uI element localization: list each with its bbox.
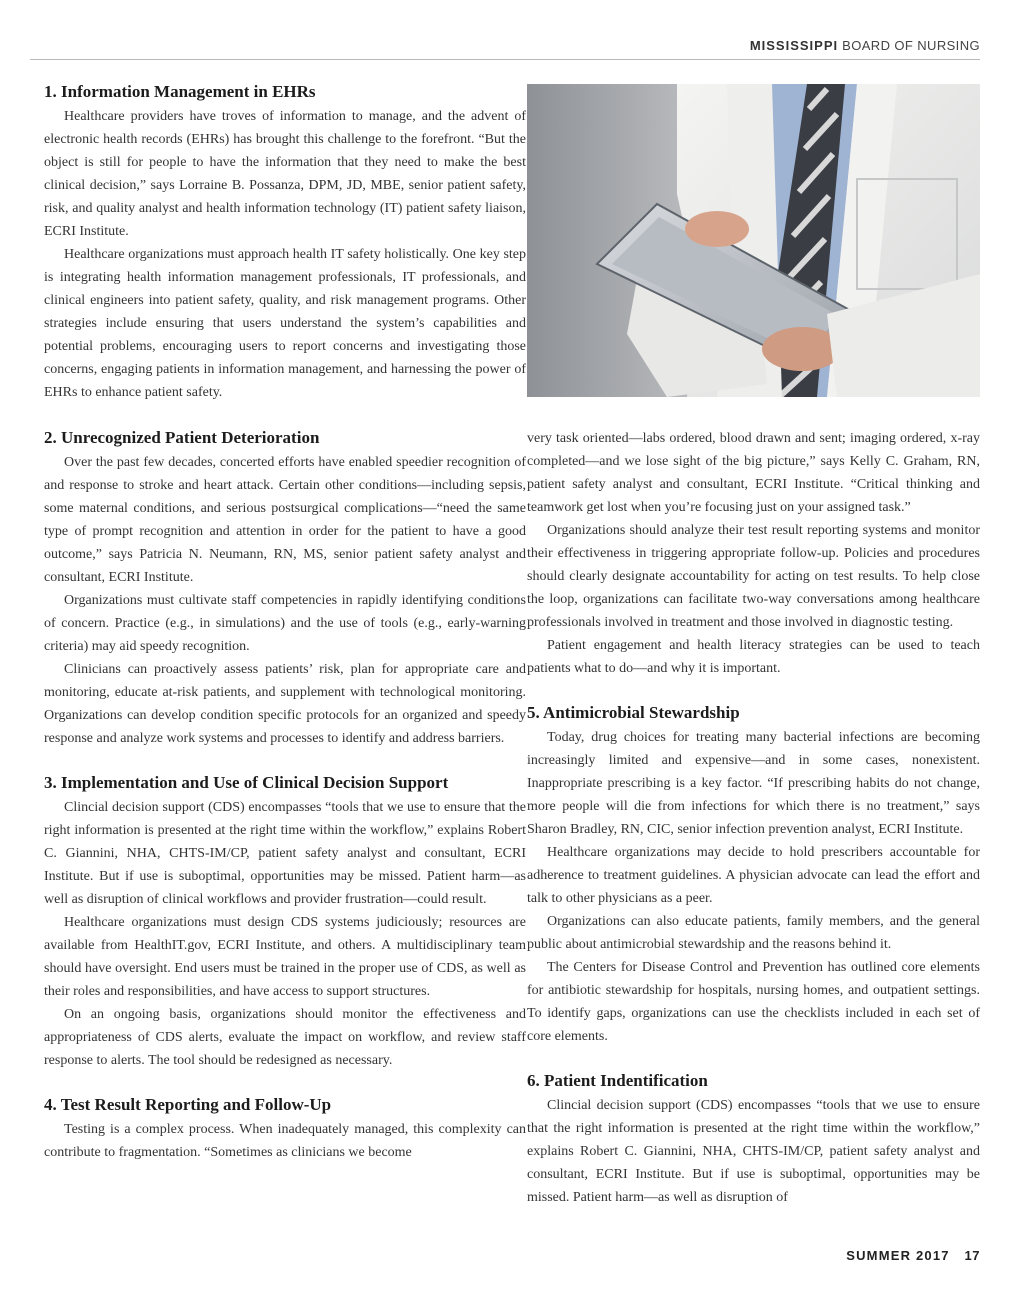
section-title: 4. Test Result Reporting and Follow-Up [44,1095,332,1114]
running-header [30,38,980,60]
paragraph: Clincial decision support (CDS) encompasses “tools that we use to ensure that the right information is presented at the right time within the workflow,” explains Robert C. Giannini, NHA, CHTS-IM/CP, patient safety analyst and consultant, ECRI Institute. But if use is suboptimal, opportunities may be missed. Patient harm—as well as disruption of clinical workflows and provider frustration—could result. [44,800,526,907]
paragraph-continued: very task oriented—labs ordered, blood drawn and sent; imaging ordered, x-ray completed—and we lose sight of the big picture,” says Kelly C. Graham, RN, patient safety analyst and consultant, ECRI Institute. “Critical thinking and teamwork get lost when you’re focusing just on your assigned task.” [527,431,980,515]
issue-label: SUMMER 2017 [846,1248,950,1263]
page-footer [846,1248,980,1263]
paragraph: Organizations must cultivate staff competencies in rapidly identifying conditions of concern. Practice (e.g., in simulations) and the use of tools (e.g., early-warning criteria) may aid speedy recognition. [44,593,526,654]
section-patient-identification [527,1070,980,1209]
section-patient-deterioration [44,427,526,750]
paragraph: Testing is a complex process. When inadequately managed, this complexity can contribute to fragmentation. “Sometimes as clinicians we become [44,1122,526,1160]
section-title: 2. Unrecognized Patient Deterioration [44,428,320,447]
section-title: 6. Patient Indentification [527,1071,708,1090]
paragraph: Patient engagement and health literacy strategies can be used to teach patients what to do—and why it is important. [527,638,980,676]
paragraph: Healthcare organizations must design CDS systems judiciously; resources are available from HealthIT.gov, ECRI Institute, and others. A multidisciplinary team should have oversight. End users must be trained in the proper use of CDS, as well as their roles and responsibilities, and have access to support structures. [44,915,526,999]
left-column-body [44,427,526,1164]
section-title: 1. Information Management in EHRs [44,82,316,101]
section-clinical-decision-support [44,772,526,1072]
section-antimicrobial-stewardship [527,702,980,1048]
page-number: 17 [964,1248,980,1263]
paragraph: Over the past few decades, concerted efforts have enabled speedier recognition of and response to stroke and heart attack. Certain other conditions—including sepsis, some maternal conditions, and serious postsurgical complications—“need the same type of prompt recognition and attention in order for the patient to have a good outcome,” says Patricia N. Neumann, RN, MS, senior patient safety analyst and consultant, ECRI Institute. [44,455,526,585]
doctor-tablet-photo [527,84,980,397]
paragraph: Healthcare providers have troves of information to manage, and the advent of electronic health records (EHRs) has brought this challenge to the forefront. “But the object is still for people to have the information that they need to make the best clinical decision,” says Lorraine B. Possanza, DPM, JD, MBE, senior patient safety, risk, and quality analyst and health information technology (IT) patient safety liaison, ECRI Institute. [44,109,526,239]
paragraph: The Centers for Disease Control and Prevention has outlined core elements for antibiotic stewardship for hospitals, nursing homes, and outpatient settings. To identify gaps, organizations can use the checklists included in each set of core elements. [527,960,980,1044]
paragraph: Clinicians can proactively assess patients’ risk, plan for appropriate care and monitoring, educate at-risk patients, and supplement with technological monitoring. Organizations can develop condition specific protocols for an organized and speedy response and analyze work systems and processes to identify and address barriers. [44,662,526,746]
section-title: 3. Implementation and Use of Clinical Decision Support [44,773,449,792]
paragraph: Healthcare organizations may decide to hold prescribers accountable for adherence to treatment guidelines. A physician advocate can lead the effort and talk to other physicians as a peer. [527,845,980,906]
section-information-management [44,81,526,404]
section-test-result-reporting [44,1094,526,1164]
paragraph: Today, drug choices for treating many bacterial infections are becoming increasingly limited and expensive—and in some cases, nonexistent. Inappropriate prescribing is a key factor. “If prescribing habits do not change, more people will die from infections for which there is no treatment,” says Sharon Bradley, RN, CIC, senior infection prevention analyst, ECRI Institute. [527,730,980,837]
paragraph: Clincial decision support (CDS) encompasses “tools that we use to ensure that the right information is presented at the right time within the workflow,” explains Robert C. Giannini, NHA, CHTS-IM/CP, patient safety analyst and consultant, ECRI Institute. But if use is suboptimal, opportunities may be missed. Patient harm—as well as disruption of [527,1098,980,1205]
paragraph: Organizations should analyze their test result reporting systems and monitor their effectiveness in triggering appropriate follow-up. Policies and procedures should clearly designate accountability for acting on test results. To help close the loop, organizations can facilitate two-way conversations among healthcare professionals involved in treatment and those involved in diagnostic testing. [527,523,980,630]
section-title: 5. Antimicrobial Stewardship [527,703,740,722]
paragraph: Organizations can also educate patients, family members, and the general public about antimicrobial stewardship and the reasons behind it. [527,914,980,952]
header-brand-rest: BOARD OF NURSING [842,38,980,53]
paragraph: On an ongoing basis, organizations should monitor the effectiveness and appropriateness of CDS alerts, evaluate the impact on workflow, and review staff response to alerts. The tool should be redesigned as necessary. [44,1007,526,1068]
right-column-body [527,427,980,1209]
header-brand-strong: MISSISSIPPI [749,38,839,53]
paragraph: Healthcare organizations must approach health IT safety holistically. One key step is integrating health information management professionals, IT professionals, and clinical engineers into patient safety, quality, and risk management programs. Other strategies include ensuring that users understand the system’s capabilities and potential problems, encouraging users to report concerns and investigating those concerns, engaging patients in information management, and harnessing the power of EHRs to enhance patient safety. [44,247,526,400]
